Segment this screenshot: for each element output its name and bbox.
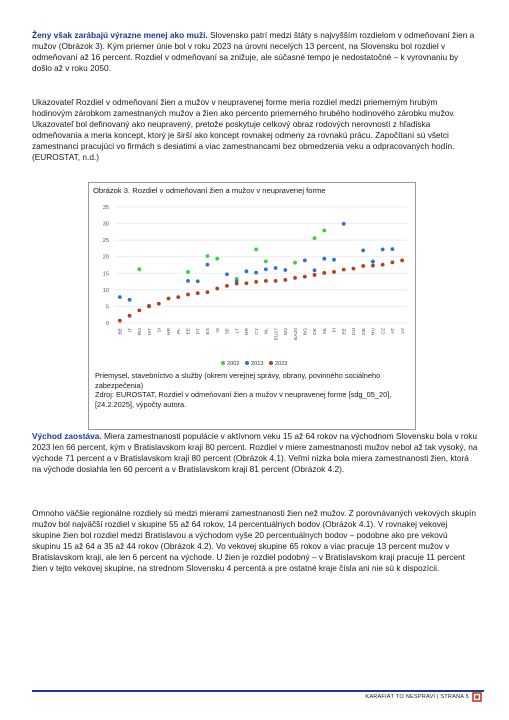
x-tick-label: LT [235, 328, 241, 334]
x-tick-label: CZ [381, 328, 387, 335]
y-tick-label: 0 [105, 321, 109, 327]
footer-divider [32, 690, 484, 692]
data-point-2023 [361, 264, 365, 268]
data-point-2013 [361, 249, 365, 253]
data-point-2002 [137, 267, 141, 271]
data-point-2013 [118, 295, 122, 299]
data-point-2023 [245, 281, 249, 285]
data-point-2013 [128, 298, 132, 302]
data-point-2023 [342, 268, 346, 272]
data-point-2023 [332, 270, 336, 274]
x-tick-label: HU [371, 328, 377, 336]
data-point-2002 [264, 259, 268, 263]
data-point-2013 [206, 263, 210, 267]
figure-caption-source: Zdroj: EUROSTAT, Rozdiel v odmeňovaní žien a mužov v neupravenej forme [sdg_05_20], [24.2.2025], výpočty autora. [95, 390, 392, 409]
data-point-2023 [128, 314, 132, 318]
data-point-2023 [391, 260, 395, 264]
data-point-2023 [176, 295, 180, 299]
data-point-2023 [264, 279, 268, 283]
x-tick-label: EE [186, 328, 192, 335]
legend-marker-2002 [221, 361, 225, 365]
data-point-2013 [264, 267, 268, 271]
data-point-2002 [293, 261, 297, 265]
figure-3 [88, 182, 416, 430]
data-point-2013 [274, 266, 278, 270]
data-point-2013 [196, 279, 200, 283]
x-tick-label: BG [303, 328, 309, 336]
data-point-2013 [391, 247, 395, 251]
data-point-2023 [186, 293, 190, 297]
legend-marker-2013 [245, 361, 249, 365]
data-point-2023 [371, 264, 375, 268]
figure-caption [95, 371, 409, 409]
data-point-2023 [313, 273, 317, 277]
footer-text: KARAFIÁT TO NESPRAVÍ | STRANA 5 [365, 694, 469, 700]
data-point-2023 [254, 280, 258, 284]
figure-caption-scope: Priemysel, stavebníctvo a služby (okrem verejnej správy, obrany, povinného sociálneho zabezpečenia) [95, 371, 381, 390]
data-point-2023 [352, 267, 356, 271]
data-point-2013 [254, 271, 258, 275]
x-tick-label: AT [391, 328, 397, 334]
legend-marker-2023 [269, 361, 273, 365]
legend-label-2002: 2002 [227, 361, 240, 367]
figure-title: Obrázok 3. Rozdiel v odmeňovaní žien a mužov v neupravenej forme [93, 186, 326, 195]
paragraph-pay-gap-text: Slovensko patrí medzi štáty s najvyšším rozdielom v odmeňovaní žien a mužov (Obrázok 3). Kým priemer únie bol v roku 2023 na úrovni necelých 13 percent, na Slovensku bol rozdiel v odmeňovaní až 16 percent. Rozdiel v odmeňovaní sa znižuje, ale súčasné tempo je nedostatočné – k vyrovnaniu by došlo až v roku 2050. [32, 30, 475, 74]
x-tick-label: NO [284, 328, 290, 336]
x-tick-label: RO [138, 328, 144, 336]
data-point-2023 [303, 275, 307, 279]
paragraph-regional-differences [32, 508, 478, 575]
data-point-2013 [371, 260, 375, 264]
data-point-2023 [137, 309, 141, 313]
data-point-2002 [206, 254, 210, 258]
x-tick-label: IS [215, 328, 221, 333]
data-point-2013 [342, 222, 346, 226]
data-point-2002 [313, 236, 317, 240]
x-tick-label: DK [313, 328, 319, 335]
x-tick-label: PL [176, 328, 182, 334]
paragraph-indicator-text: Ukazovateľ Rozdiel v odmeňovaní žien a mužov v neupravenej forme meria rozdiel medzi priemerným hrubým hodinovým zárobkom zamestnaných mužov a žien ako percento priemerného hrubého hodinového zárobku mužov. Ukazovateľ bol definovaný ako neupravený, pretože poskytuje celkový obraz rodových nerovností z hľadiska odmeňovania a meria koncept, ktorý je širší ako koncept rovnakej odmeny za rovnakú prácu. Započítaní sú všetci zamestnanci pracujúci vo firmách s desiatimi a viac zamestnancami bez obmedzenia veku a odpracovaných hodín. (EUROSTAT, n.d.) [32, 97, 456, 163]
y-tick-label: 25 [102, 238, 109, 245]
data-point-2002 [215, 257, 219, 261]
x-tick-label: CH [352, 328, 358, 336]
data-point-2023 [322, 271, 326, 275]
data-point-2013 [283, 268, 287, 272]
y-tick-label: 5 [105, 304, 109, 311]
data-point-2023 [147, 305, 151, 309]
x-tick-label: EA20 [293, 328, 299, 340]
x-tick-label: FI [332, 328, 338, 333]
y-tick-label: 15 [102, 271, 109, 278]
data-point-2023 [225, 284, 229, 288]
data-point-2023 [196, 291, 200, 295]
data-point-2002 [322, 229, 326, 233]
data-point-2023 [157, 302, 161, 306]
y-tick-label: 20 [102, 254, 109, 261]
data-point-2013 [381, 248, 385, 252]
x-tick-label: ES [206, 328, 212, 335]
data-point-2013 [225, 272, 229, 276]
pay-gap-chart [89, 197, 415, 383]
x-tick-label: HR [245, 328, 251, 336]
data-point-2013 [322, 257, 326, 261]
y-tick-label: 10 [102, 287, 109, 294]
x-tick-label: DE [361, 328, 367, 335]
paragraph-pay-gap [32, 30, 478, 74]
x-tick-label: PT [196, 328, 202, 335]
data-point-2013 [245, 269, 249, 273]
x-tick-label: EU27 [274, 328, 280, 341]
data-point-2023 [293, 276, 297, 280]
x-tick-label: MT [147, 328, 153, 336]
y-tick-label: 35 [102, 205, 109, 211]
paragraph-pay-gap-heading: Ženy však zarábajú výrazne menej ako muži. [32, 30, 208, 40]
data-point-2023 [235, 282, 239, 286]
x-tick-label: SI [157, 328, 163, 333]
data-point-2013 [313, 268, 317, 272]
x-tick-label: LV [400, 328, 406, 334]
x-tick-label: BE [118, 328, 124, 335]
legend-label-2013: 2013 [251, 361, 264, 367]
paragraph-east-text: Miera zamestnanosti populácie v aktívnom veku 15 až 64 rokov na východnom Slovensku bola v roku 2023 len 66 percent, kým v Bratislavskom kraji 80 percent. Rozdiel v miere zamestnanosti mužov nebol až tak vysoký, na východe 71 percent a v Bratislavskom kraji 80 percent (Obrázok 4.1). Veľmi nízka bola miera zamestnanosti žien, ktorá na východe dosiahla len 60 percent a v Bratislavskom kraji 81 percent (Obrázok 4.2). [32, 431, 478, 475]
data-point-2023 [167, 297, 171, 301]
data-point-2002 [254, 248, 258, 252]
data-point-2023 [206, 290, 210, 294]
paragraph-east-heading: Východ zaostáva. [32, 431, 102, 441]
legend-label-2023: 2023 [275, 361, 288, 367]
data-point-2013 [332, 258, 336, 262]
data-point-2013 [303, 258, 307, 262]
paragraph-east-lagging [32, 431, 478, 475]
paragraph-indicator-definition [32, 97, 478, 164]
x-tick-label: SK [322, 328, 328, 335]
data-point-2023 [118, 319, 122, 323]
paragraph-regional-text: Omnoho väčšie regionálne rozdiely sú medzi mierami zamestnanosti žien než mužov. Z porovnávaných vekových skupín mužov bol najväčší rozdiel v skupine 55 až 64 rokov, 14 percentuálnych bodov (Obrázok 4.1). V rovnakej vekovej skupine žien bol rozdiel medzi Bratislavou a východom vyše 20 percentuálnych bodov – podobne ako pre vekovú skupinu 15 až 64 a 35 až 44 rokov (Obrázok 4.2). Vo vekovej skupine 65 rokov a viac pracuje 13 percent mužov v Bratislavskom kraji, ale len 6 percent na východe. U žien je rozdiel podobný – v Bratislavskom kraji pracuje 11 percent žien v tejto vekovej skupine, na strednom Slovensku 4 percentá a pre ostatné kraje čísla ani nie sú k dispozícii. [32, 508, 476, 574]
data-point-2023 [381, 263, 385, 267]
y-tick-label: 30 [102, 221, 109, 228]
x-tick-label: IT [128, 328, 134, 333]
x-tick-label: HR [167, 328, 173, 336]
x-tick-label: CY [254, 328, 260, 335]
x-tick-label: SE [225, 328, 231, 335]
data-point-2023 [400, 258, 404, 262]
data-point-2023 [283, 278, 287, 282]
data-point-2013 [186, 279, 190, 283]
x-tick-label: NL [264, 328, 270, 335]
x-tick-label: EE [342, 328, 348, 335]
brand-logo-icon [472, 692, 482, 702]
data-point-2002 [186, 270, 190, 274]
data-point-2023 [215, 287, 219, 291]
data-point-2023 [274, 279, 278, 283]
